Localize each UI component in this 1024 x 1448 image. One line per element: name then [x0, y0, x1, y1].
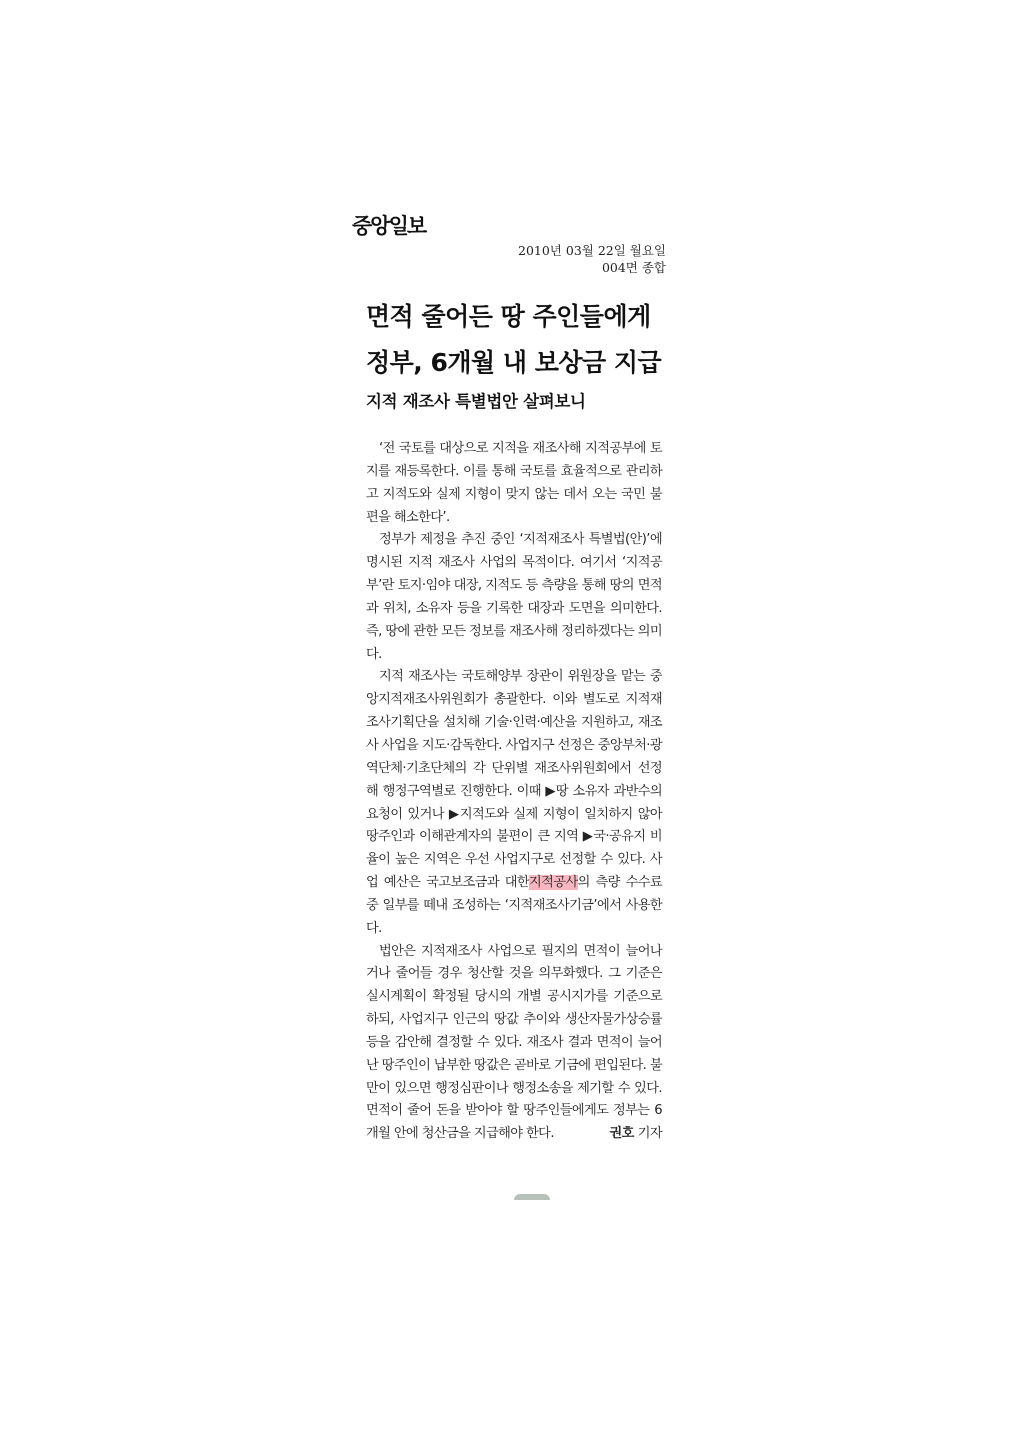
paragraph-text: 지적 재조사는 국토해양부 장관이 위원장을 맡는 중앙지적재조사위원회가 총괄한다. 이와 별도로 지적재조사기획단을 설치해 기술·인력·예산을 지원하고, 재조사 사업을 지도·감독한다. 사업지구 선정은 중앙부처·광역단체·기초단체의 각 단위별 재조사위원회에서 선정해 행정구역별로 진행한다. 이때 ▶땅 소유자 과반수의 요청이 있거나 ▶지적도와 실제 지형이 일치하지 않아 땅주인과 이해관계자의 불편이 큰 지역 ▶국·공유지 비율이 높은 지역은 우선 사업지구로 선정할 수 있다. 사업 예산은 국고보조금과 대한 — [366, 669, 662, 891]
scan-artifact — [514, 1194, 550, 1200]
paragraph — [366, 941, 662, 1147]
page-section: 004면 종합 — [601, 260, 666, 275]
headline-line-2: 정부, 6개월 내 보상금 지급 — [366, 348, 662, 377]
article-body — [366, 438, 662, 1146]
reporter-role: 기자 — [637, 1126, 662, 1142]
newspaper-logo: 중앙일보 — [352, 214, 426, 238]
highlighted-term: 지적공사 — [529, 875, 578, 891]
dateline — [518, 242, 666, 276]
headline-line-1: 면적 줄어든 땅 주인들에게 — [366, 302, 651, 331]
paragraph-text: 의 측량 수수료 중 일부를 떼내 조성하는 ‘지적재조사기금’에서 사용한다. — [366, 875, 662, 936]
byline — [596, 1123, 662, 1146]
publish-date: 2010년 03월 22일 월요일 — [518, 243, 666, 258]
reporter-name: 권호 — [609, 1126, 634, 1142]
paragraph-text: 법안은 지적재조사 사업으로 필지의 면적이 늘어나거나 줄어들 경우 청산할 것을 의무화했다. 그 기준은 실시계획이 확정될 당시의 개별 공시지가를 기준으로 하되, 사업지구 인근의 땅값 추이와 생산자물가상승률 등을 감안해 결정할 수 있다. 재조사 결과 면적이 늘어난 땅주인이 납부한 땅값은 곧바로 기금에 편입된다. 불만이 있으면 행정심판이나 행정소송을 제기할 수 있다. 면적이 줄어 돈을 받아야 할 땅주인들에게도 정부는 6개월 안에 청산금을 지급해야 한다. — [366, 943, 662, 1142]
paragraph: ‘전 국토를 대상으로 지적을 재조사해 지적공부에 토지를 재등록한다. 이를 통해 국토를 효율적으로 관리하고 지적도와 실제 지형이 맞지 않는 데서 오는 국민 불편을 해소한다’. — [366, 441, 662, 525]
headline — [366, 294, 666, 386]
paragraph — [366, 666, 662, 940]
subheadline: 지적 재조사 특별법안 살펴보니 — [366, 392, 586, 411]
paragraph: 정부가 제정을 추진 중인 ‘지적재조사 특별법(안)’에 명시된 지적 재조사 사업의 목적이다. 여기서 ‘지적공부’란 토지·임야 대장, 지적도 등 측량을 통해 땅의 면적과 위치, 소유자 등을 기록한 대장과 도면을 의미한다. 즉, 땅에 관한 모든 정보를 재조사해 정리하겠다는 의미다. — [366, 532, 662, 662]
